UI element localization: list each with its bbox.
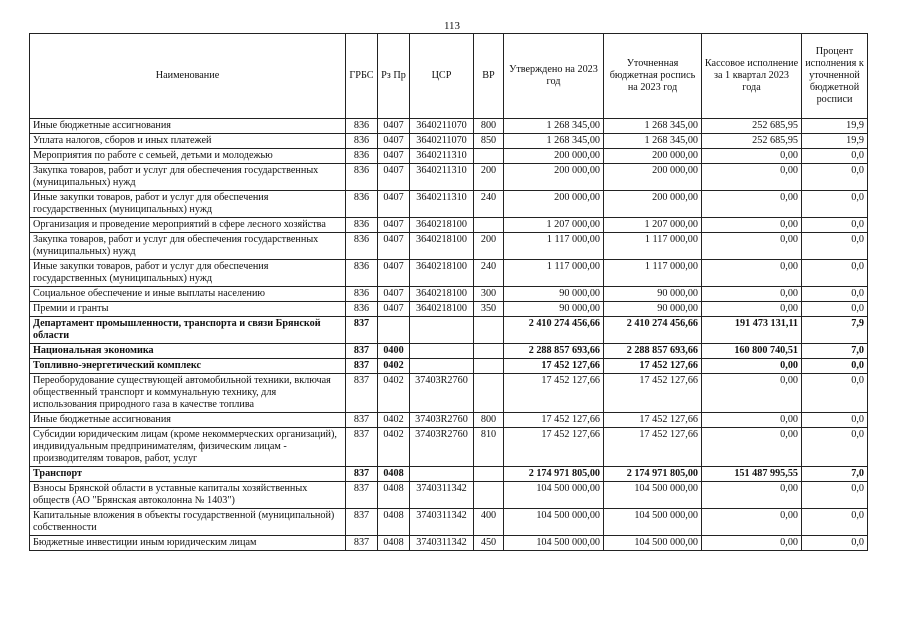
cell-grbs: 837 [346,317,378,344]
cell-vr [474,317,504,344]
header-vr: ВР [474,34,504,119]
cell-name: Организация и проведение мероприятий в сфере лесного хозяйства [30,218,346,233]
cell-vr: 300 [474,287,504,302]
cell-refined: 17 452 127,66 [604,413,702,428]
cell-percent: 0,0 [802,287,868,302]
cell-rzpr: 0407 [378,233,410,260]
cell-cash: 0,00 [702,191,802,218]
cell-percent: 7,0 [802,344,868,359]
cell-grbs: 836 [346,233,378,260]
cell-vr: 350 [474,302,504,317]
budget-execution-table [29,33,868,551]
table-row [30,509,868,536]
cell-csr: 3640211070 [410,134,474,149]
cell-rzpr: 0407 [378,287,410,302]
cell-csr: 37403R2760 [410,374,474,413]
cell-rzpr: 0402 [378,374,410,413]
cell-vr: 800 [474,119,504,134]
cell-vr: 240 [474,260,504,287]
cell-vr [474,149,504,164]
cell-name: Иные закупки товаров, работ и услуг для обеспечения государственных (муниципальных) нужд [30,260,346,287]
cell-percent: 19,9 [802,119,868,134]
cell-rzpr: 0407 [378,191,410,218]
cell-cash: 0,00 [702,287,802,302]
cell-refined: 2 174 971 805,00 [604,467,702,482]
cell-approved: 104 500 000,00 [504,482,604,509]
cell-csr: 37403R2760 [410,428,474,467]
cell-vr: 810 [474,428,504,467]
table-row [30,374,868,413]
cell-rzpr: 0408 [378,536,410,551]
cell-percent: 0,0 [802,164,868,191]
cell-refined: 90 000,00 [604,302,702,317]
cell-refined: 2 288 857 693,66 [604,344,702,359]
cell-vr: 850 [474,134,504,149]
cell-csr: 3740311342 [410,509,474,536]
cell-refined: 2 410 274 456,66 [604,317,702,344]
cell-approved: 2 410 274 456,66 [504,317,604,344]
cell-csr [410,359,474,374]
table-row [30,413,868,428]
cell-cash: 0,00 [702,428,802,467]
cell-grbs: 836 [346,302,378,317]
cell-percent: 0,0 [802,359,868,374]
table-row [30,359,868,374]
cell-name: Иные закупки товаров, работ и услуг для обеспечения государственных (муниципальных) нужд [30,191,346,218]
cell-rzpr: 0407 [378,134,410,149]
cell-refined: 90 000,00 [604,287,702,302]
cell-refined: 1 207 000,00 [604,218,702,233]
cell-refined: 1 117 000,00 [604,233,702,260]
table-row [30,119,868,134]
cell-percent: 0,0 [802,302,868,317]
cell-refined: 104 500 000,00 [604,509,702,536]
cell-percent: 0,0 [802,149,868,164]
cell-csr: 3640211310 [410,149,474,164]
cell-csr: 3640218100 [410,260,474,287]
cell-rzpr: 0407 [378,218,410,233]
cell-approved: 104 500 000,00 [504,536,604,551]
cell-cash: 0,00 [702,233,802,260]
cell-csr: 3640211310 [410,191,474,218]
cell-grbs: 836 [346,218,378,233]
cell-approved: 17 452 127,66 [504,428,604,467]
cell-approved: 17 452 127,66 [504,413,604,428]
cell-cash: 0,00 [702,509,802,536]
cell-csr: 3740311342 [410,536,474,551]
cell-name: Мероприятия по работе с семьей, детьми и молодежью [30,149,346,164]
cell-cash: 252 685,95 [702,119,802,134]
table-row [30,428,868,467]
cell-cash: 151 487 995,55 [702,467,802,482]
cell-csr: 37403R2760 [410,413,474,428]
cell-approved: 1 117 000,00 [504,260,604,287]
cell-rzpr: 0408 [378,467,410,482]
cell-rzpr: 0402 [378,428,410,467]
cell-grbs: 837 [346,467,378,482]
cell-approved: 90 000,00 [504,287,604,302]
cell-name: Социальное обеспечение и иные выплаты населению [30,287,346,302]
cell-csr [410,317,474,344]
cell-csr: 3640218100 [410,233,474,260]
cell-percent: 0,0 [802,536,868,551]
cell-refined: 17 452 127,66 [604,428,702,467]
header-approved: Утверждено на 2023 год [504,34,604,119]
cell-approved: 1 117 000,00 [504,233,604,260]
cell-rzpr: 0407 [378,302,410,317]
cell-refined: 200 000,00 [604,149,702,164]
header-refined: Уточненная бюджетная роспись на 2023 год [604,34,702,119]
cell-refined: 200 000,00 [604,191,702,218]
cell-percent: 19,9 [802,134,868,149]
table-row [30,260,868,287]
cell-cash: 0,00 [702,149,802,164]
cell-grbs: 836 [346,164,378,191]
table-row [30,302,868,317]
cell-refined: 17 452 127,66 [604,374,702,413]
cell-name: Закупка товаров, работ и услуг для обеспечения государственных (муниципальных) нужд [30,164,346,191]
cell-approved: 200 000,00 [504,191,604,218]
header-grbs: ГРБС [346,34,378,119]
cell-cash: 0,00 [702,482,802,509]
table-row [30,134,868,149]
cell-percent: 0,0 [802,260,868,287]
cell-name: Субсидии юридическим лицам (кроме некоммерческих организаций), индивидуальным предпринимателям, физическим лицам - производителям товаров, работ, услуг [30,428,346,467]
cell-name: Департамент промышленности, транспорта и связи Брянской области [30,317,346,344]
table-row [30,164,868,191]
cell-vr [474,482,504,509]
cell-percent: 0,0 [802,374,868,413]
cell-csr: 3640218100 [410,218,474,233]
cell-grbs: 836 [346,191,378,218]
cell-vr [474,467,504,482]
cell-cash: 0,00 [702,359,802,374]
cell-csr: 3640211310 [410,164,474,191]
cell-percent: 0,0 [802,482,868,509]
cell-percent: 7,9 [802,317,868,344]
cell-percent: 0,0 [802,428,868,467]
cell-approved: 17 452 127,66 [504,374,604,413]
table-row [30,467,868,482]
table-row [30,287,868,302]
cell-cash: 0,00 [702,260,802,287]
cell-vr [474,359,504,374]
header-percent: Процент исполнения к уточненной бюджетной росписи [802,34,868,119]
cell-rzpr: 0402 [378,413,410,428]
cell-approved: 104 500 000,00 [504,509,604,536]
cell-name: Иные бюджетные ассигнования [30,119,346,134]
cell-vr: 800 [474,413,504,428]
page-number: 113 [443,20,461,32]
table-body [30,119,868,551]
cell-vr: 400 [474,509,504,536]
cell-grbs: 837 [346,413,378,428]
cell-name: Взносы Брянской области в уставные капиталы хозяйственных обществ (АО "Брянская автоколонна № 1403") [30,482,346,509]
cell-grbs: 836 [346,134,378,149]
cell-name: Иные бюджетные ассигнования [30,413,346,428]
cell-grbs: 837 [346,359,378,374]
cell-grbs: 837 [346,509,378,536]
table-row [30,218,868,233]
cell-name: Капитальные вложения в объекты государственной (муниципальной) собственности [30,509,346,536]
header-name: Наименование [30,34,346,119]
cell-approved: 200 000,00 [504,149,604,164]
cell-percent: 0,0 [802,233,868,260]
cell-rzpr: 0407 [378,149,410,164]
cell-refined: 1 117 000,00 [604,260,702,287]
cell-percent: 0,0 [802,509,868,536]
cell-vr: 450 [474,536,504,551]
cell-csr: 3640218100 [410,287,474,302]
cell-rzpr: 0407 [378,164,410,191]
cell-approved: 17 452 127,66 [504,359,604,374]
cell-approved: 1 268 345,00 [504,134,604,149]
cell-grbs: 837 [346,482,378,509]
cell-grbs: 837 [346,344,378,359]
cell-rzpr: 0408 [378,482,410,509]
cell-name: Уплата налогов, сборов и иных платежей [30,134,346,149]
cell-csr [410,467,474,482]
cell-name: Премии и гранты [30,302,346,317]
cell-approved: 2 288 857 693,66 [504,344,604,359]
header-rzpr: Рз Пр [378,34,410,119]
cell-percent: 0,0 [802,191,868,218]
cell-grbs: 837 [346,374,378,413]
cell-cash: 160 800 740,51 [702,344,802,359]
table-row [30,149,868,164]
table-row [30,344,868,359]
cell-vr [474,218,504,233]
cell-vr: 200 [474,233,504,260]
cell-rzpr: 0407 [378,260,410,287]
cell-grbs: 837 [346,428,378,467]
cell-name: Закупка товаров, работ и услуг для обеспечения государственных (муниципальных) нужд [30,233,346,260]
cell-cash: 0,00 [702,413,802,428]
cell-vr: 200 [474,164,504,191]
table-row [30,317,868,344]
cell-grbs: 837 [346,536,378,551]
cell-cash: 0,00 [702,164,802,191]
cell-cash: 0,00 [702,302,802,317]
table-header-row [30,34,868,119]
table-row [30,191,868,218]
cell-refined: 200 000,00 [604,164,702,191]
cell-percent: 7,0 [802,467,868,482]
cell-approved: 1 268 345,00 [504,119,604,134]
cell-rzpr: 0408 [378,509,410,536]
cell-grbs: 836 [346,149,378,164]
table-row [30,233,868,260]
cell-cash: 191 473 131,11 [702,317,802,344]
cell-csr: 3740311342 [410,482,474,509]
table-row [30,482,868,509]
cell-name: Бюджетные инвестиции иным юридическим лицам [30,536,346,551]
cell-approved: 90 000,00 [504,302,604,317]
cell-name: Транспорт [30,467,346,482]
header-cash: Кассовое исполнение за 1 квартал 2023 года [702,34,802,119]
cell-refined: 104 500 000,00 [604,536,702,551]
cell-refined: 17 452 127,66 [604,359,702,374]
cell-approved: 2 174 971 805,00 [504,467,604,482]
header-csr: ЦСР [410,34,474,119]
cell-cash: 0,00 [702,218,802,233]
cell-approved: 1 207 000,00 [504,218,604,233]
cell-rzpr: 0402 [378,359,410,374]
cell-cash: 0,00 [702,536,802,551]
cell-rzpr [378,317,410,344]
table-row [30,536,868,551]
cell-percent: 0,0 [802,413,868,428]
cell-rzpr: 0400 [378,344,410,359]
cell-cash: 252 685,95 [702,134,802,149]
cell-vr [474,374,504,413]
cell-name: Топливно-энергетический комплекс [30,359,346,374]
cell-name: Переоборудование существующей автомобильной техники, включая общественный транспорт и коммунальную технику, для использования природного газа в качестве топлива [30,374,346,413]
cell-percent: 0,0 [802,218,868,233]
cell-refined: 1 268 345,00 [604,119,702,134]
cell-grbs: 836 [346,287,378,302]
cell-csr: 3640211070 [410,119,474,134]
cell-cash: 0,00 [702,374,802,413]
cell-vr: 240 [474,191,504,218]
cell-refined: 104 500 000,00 [604,482,702,509]
cell-approved: 200 000,00 [504,164,604,191]
cell-rzpr: 0407 [378,119,410,134]
cell-vr [474,344,504,359]
cell-csr [410,344,474,359]
cell-csr: 3640218100 [410,302,474,317]
cell-name: Национальная экономика [30,344,346,359]
cell-grbs: 836 [346,119,378,134]
cell-refined: 1 268 345,00 [604,134,702,149]
cell-grbs: 836 [346,260,378,287]
